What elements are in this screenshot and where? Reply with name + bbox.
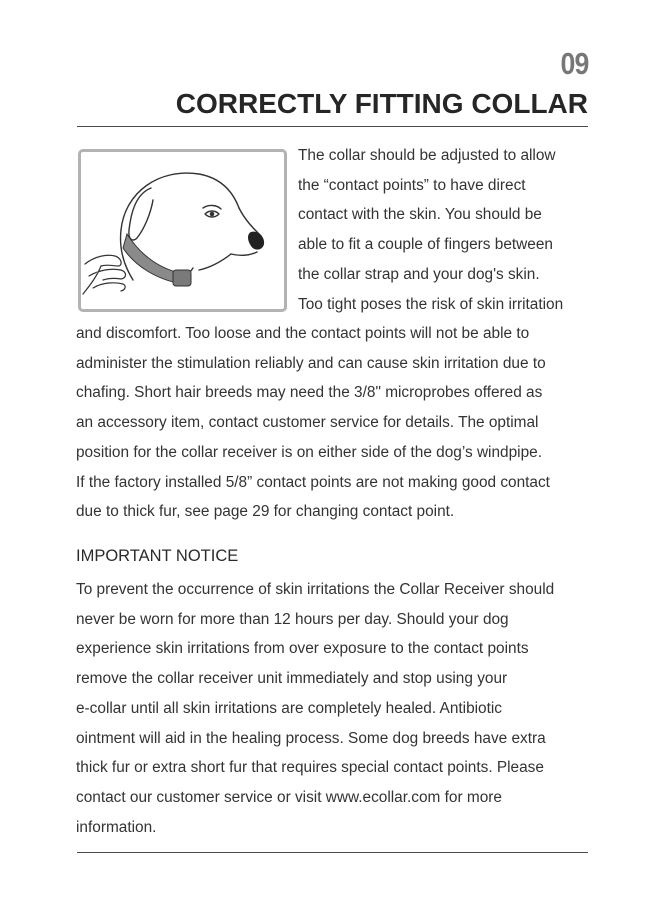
text-line: contact with the skin. You should be bbox=[298, 206, 542, 224]
text-line: position for the collar receiver is on either side of the dog’s windpipe. bbox=[76, 443, 542, 461]
text-line: an accessory item, contact customer service for details. The optimal bbox=[76, 414, 539, 432]
text-line: and discomfort. Too loose and the contact points will not be able to bbox=[76, 325, 530, 342]
text-line: To prevent the occurrence of skin irritations the Collar Receiver should bbox=[76, 581, 555, 598]
text-line: e-collar until all skin irritations are completely healed. Antibiotic bbox=[76, 699, 503, 717]
text-line: experience skin irritations from over exposure to the contact points bbox=[76, 640, 529, 658]
text-line: Too tight poses the risk of skin irritation bbox=[298, 295, 564, 313]
text-line: due to thick fur, see page 29 for changing contact point. bbox=[76, 503, 455, 521]
text-line: able to fit a couple of fingers between bbox=[298, 236, 553, 254]
intro-paragraph-beside-image bbox=[298, 141, 598, 319]
text-line: If the factory installed 5/8” contact points are not making good contact bbox=[76, 473, 550, 491]
text-line: administer the stimulation reliably and can cause skin irritation due to bbox=[76, 354, 546, 372]
important-notice-heading: IMPORTANT NOTICE bbox=[76, 547, 239, 565]
footer-divider bbox=[77, 852, 588, 853]
important-notice-body bbox=[76, 575, 596, 842]
dog-collar-illustration bbox=[78, 149, 287, 312]
text-line: never be worn for more than 12 hours per day. Should your dog bbox=[76, 610, 509, 628]
text-line: remove the collar receiver unit immediately and stop using your bbox=[76, 670, 508, 688]
text-line: contact our customer service or visit www.ecollar.com for more bbox=[76, 788, 502, 806]
text-line: information. bbox=[76, 818, 157, 836]
text-line: the collar strap and your dog's skin. bbox=[298, 265, 540, 283]
page-title: CORRECTLY FITTING COLLAR bbox=[175, 88, 588, 119]
text-line: chafing. Short hair breeds may need the 3/8" microprobes offered as bbox=[76, 384, 543, 402]
text-line: The collar should be adjusted to allow bbox=[298, 147, 556, 164]
page-number: 09 bbox=[560, 46, 588, 81]
dog-head-drawing bbox=[81, 152, 284, 309]
text-line: the “contact points” to have direct bbox=[298, 176, 526, 194]
text-line: ointment will aid in the healing process. Some dog breeds have extra bbox=[76, 729, 546, 747]
title-divider bbox=[77, 126, 588, 127]
text-line: thick fur or extra short fur that requires special contact points. Please bbox=[76, 759, 544, 777]
intro-paragraph-continued bbox=[76, 319, 596, 527]
